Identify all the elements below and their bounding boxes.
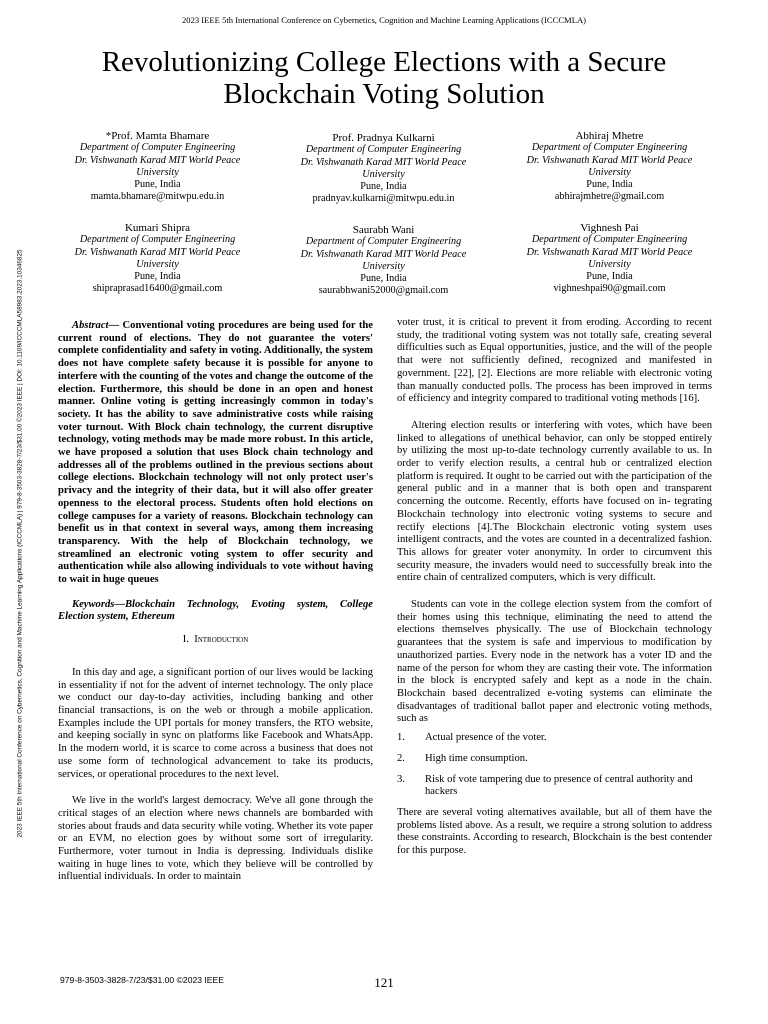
keywords: Keywords—Blockchain Technology, Evoting system, College Election system, Ethereum — [58, 598, 373, 623]
author-email: saurabhwani52000@gmail.com — [318, 285, 449, 297]
list-number: 3. — [397, 773, 405, 785]
author-university-2: University — [362, 260, 405, 272]
author-name: Kumari Shipra — [124, 222, 191, 234]
author-block — [266, 132, 501, 206]
author-university: Dr. Vishwanath Karad MIT World Peace — [74, 154, 241, 166]
list-text: Risk of vote tampering due to presence of central authority and hackers — [425, 773, 693, 798]
section-heading: I. Introduction — [182, 634, 249, 646]
footer-isbn: 979-8-3503-3828-7/23/$31.00 ©2023 IEEE — [60, 975, 225, 985]
author-university-2: University — [136, 258, 179, 270]
doi-sidebar — [15, 135, 25, 955]
author-university-2: University — [136, 166, 179, 178]
author-email: abhirajmhetre@gmail.com — [554, 191, 665, 203]
paper-title — [60, 46, 708, 110]
author-email: pradnyav.kulkarni@mitwpu.edu.in — [312, 193, 455, 205]
author-dept: Department of Computer Engineering — [79, 234, 236, 246]
author-location: Pune, India — [586, 271, 633, 283]
title-line-1: Revolutionizing College Elections with a Secure — [101, 46, 667, 78]
author-dept: Department of Computer Engineering — [305, 144, 462, 156]
author-university-2: University — [362, 168, 405, 180]
author-block — [266, 224, 501, 298]
list-item — [397, 774, 712, 799]
abstract — [58, 320, 373, 587]
list-item — [397, 732, 712, 745]
author-dept: Department of Computer Engineering — [305, 236, 462, 248]
author-university: Dr. Vishwanath Karad MIT World Peace — [526, 246, 693, 258]
author-name: Saurabh Wani — [352, 224, 415, 236]
list-number: 1. — [397, 732, 405, 744]
paragraph: There are several voting alternatives available, but all of them have the problems listed above. As a result, we require a strong solution to address these constraints. According to research, Blockchain is the best contender for this purpose. — [397, 806, 712, 857]
author-email: mamta.bhamare@mitwpu.edu.in — [90, 191, 225, 203]
author-name: Vighnesh Pai — [580, 222, 639, 234]
list-text: Actual presence of the voter. — [425, 732, 547, 744]
abstract-label: Abstract— — [72, 320, 120, 331]
author-block — [492, 130, 727, 204]
author-location: Pune, India — [134, 179, 181, 191]
abstract-text: Conventional voting procedures are being used for the current round of elections. They do not guarantee the voters' complete confidentiality and safety in voting. Additionally, the system does not have complete safety because it is possible for anyone to interfere with the counting of the votes and change the outcome of the election. Furthermore, this should be done in an open and honest manner. Online voting is getting increasingly common in today's society. It has the ability to save administrative costs while raising voter turnout. With Block chain technology, the current disruptive technology, voting methods may be made more robust. In this article, we have proposed a solution that uses Block chain technology and addresses all of the problems outlined in the previous sections about college elections. Blockchain technology will not only protect user's privacy and the integrity of their data, but it will also offer greater openness to the electoral process. Students often hold elections on college campuses for a variety of reasons. Blockchain technology can benefit us in that context in several ways, among them increasing transparency. With the help of Blockchain technology, we streamlined an electronic voting system to offer security and authentication while also allowing individuals to vote without having to wait in huge queues — [58, 320, 373, 586]
numbered-list — [397, 732, 712, 799]
author-university-2: University — [588, 166, 631, 178]
right-column — [397, 317, 712, 858]
author-university: Dr. Vishwanath Karad MIT World Peace — [74, 246, 241, 258]
author-location: Pune, India — [360, 181, 407, 193]
paragraph: We live in the world's largest democracy. We've all gone through the critical stages of an election where news channels are bombarded with stories about frauds and data security while voting. Whether its vote paper or an EVM, no election goes by without some sort of irregularity. Furthermore, voter turnout in India is depressing. Individuals dislike waiting in huge lines to vote, which they believe will be controlled by influential individuals. In order to maintain — [58, 795, 373, 883]
author-block — [492, 222, 727, 296]
conference-header: 2023 IEEE 5th International Conference on Cybernetics, Cognition and Machine Learning Applications (ICCCMLA) — [181, 15, 587, 25]
author-email: vighneshpai90@gmail.com — [553, 283, 666, 295]
paragraph: In this day and age, a significant portion of our lives would be lacking in essentiality if not for the advent of internet technology. The only place we conduct our day-to-day activities, including banking and other financial transactions, is on the web or through a mobile application. Examples include the UPI portals for money transfers, the RTO website, and keeping socially in sync on platforms like Facebook and WhatsApp. In the modern world, it is scarce to come across a business that does not use some form of technological advancement to take its products, services, or operational procedures to the next level. — [58, 666, 373, 780]
author-block — [40, 222, 275, 296]
author-email: shipraprasad16400@gmail.com — [92, 283, 223, 295]
author-university-2: University — [588, 258, 631, 270]
title-line-2: Blockchain Voting Solution — [223, 78, 545, 110]
doi-sidebar-text: 2023 IEEE 5th International Conference on Cybernetics, Cognition and Machine Learning Applications (ICCCMLA) | 979-8-3503-3828-7/23/$31.00 ©2023 IEEE | DOI: 10.1109/ICCCMLA58983.2023.10346825 — [16, 249, 24, 838]
author-name: Abhiraj Mhetre — [575, 130, 644, 142]
author-dept: Department of Computer Engineering — [531, 234, 688, 246]
paragraph: Altering election results or interfering with votes, which have been linked to allegations of unethical behavior, can only be stopped entirely by utilizing the most up-to-date technology currently available to us. In order to verify election results, a central hub or centralized election platform is required. It ought to be carried out with the participation of the general public and in a manner that is both open and transparent concerning the outcome. Recently, efforts have focused on in- tegrating Blockchain technology into electronic voting systems to secure and rectify elections [4].The Blockchain electronic voting system uses intelligent contracts, and the votes are counted in a decentralized fashion. This allows for greater voter anonymity. In order to circumvent this security measure, the invaders would need to successfully break into the entire chain of centralized computers, which is very difficult. — [397, 419, 712, 584]
author-university: Dr. Vishwanath Karad MIT World Peace — [300, 156, 467, 168]
author-university: Dr. Vishwanath Karad MIT World Peace — [526, 154, 693, 166]
author-dept: Department of Computer Engineering — [79, 142, 236, 154]
author-location: Pune, India — [360, 273, 407, 285]
author-name: Prof. Pradnya Kulkarni — [332, 132, 435, 144]
list-number: 2. — [397, 752, 405, 764]
paragraph: voter trust, it is critical to prevent it from eroding. According to recent study, the traditional voting system was not totally safe, creating several difficulties such as Equal opportunities, justice, and the will of the people that were not sufficiently defined, recognized and manifested in government. [22], [2]. Elections are more reliable with electronic voting than manually conducted polls. The process has been improved in terms of efficiency and integrity compared to traditional voting methods [16]. — [397, 317, 712, 405]
author-block — [40, 130, 275, 204]
author-location: Pune, India — [586, 179, 633, 191]
page-number: 121 — [374, 975, 394, 990]
author-university: Dr. Vishwanath Karad MIT World Peace — [300, 248, 467, 260]
list-text: High time consumption. — [425, 752, 528, 764]
author-dept: Department of Computer Engineering — [531, 142, 688, 154]
list-item — [397, 753, 712, 766]
author-name: *Prof. Mamta Bhamare — [105, 130, 210, 142]
paragraph: Students can vote in the college election system from the comfort of their homes using this technique, eliminating the need to attend the elections themselves physically. The use of Blockchain technology guarantees that the system is safe and impervious to modification by unauthorized parties. Every node in the network has a voter ID and the name of the person for whom they are casting their vote. The information in the block is encrypted safely and kept as a node in the chain. Blockchain based decentralized e-voting systems can eliminate the disadvantages of traditional ballot paper and electronic voting methods, such as — [397, 599, 712, 725]
author-location: Pune, India — [134, 271, 181, 283]
left-column — [58, 320, 373, 884]
